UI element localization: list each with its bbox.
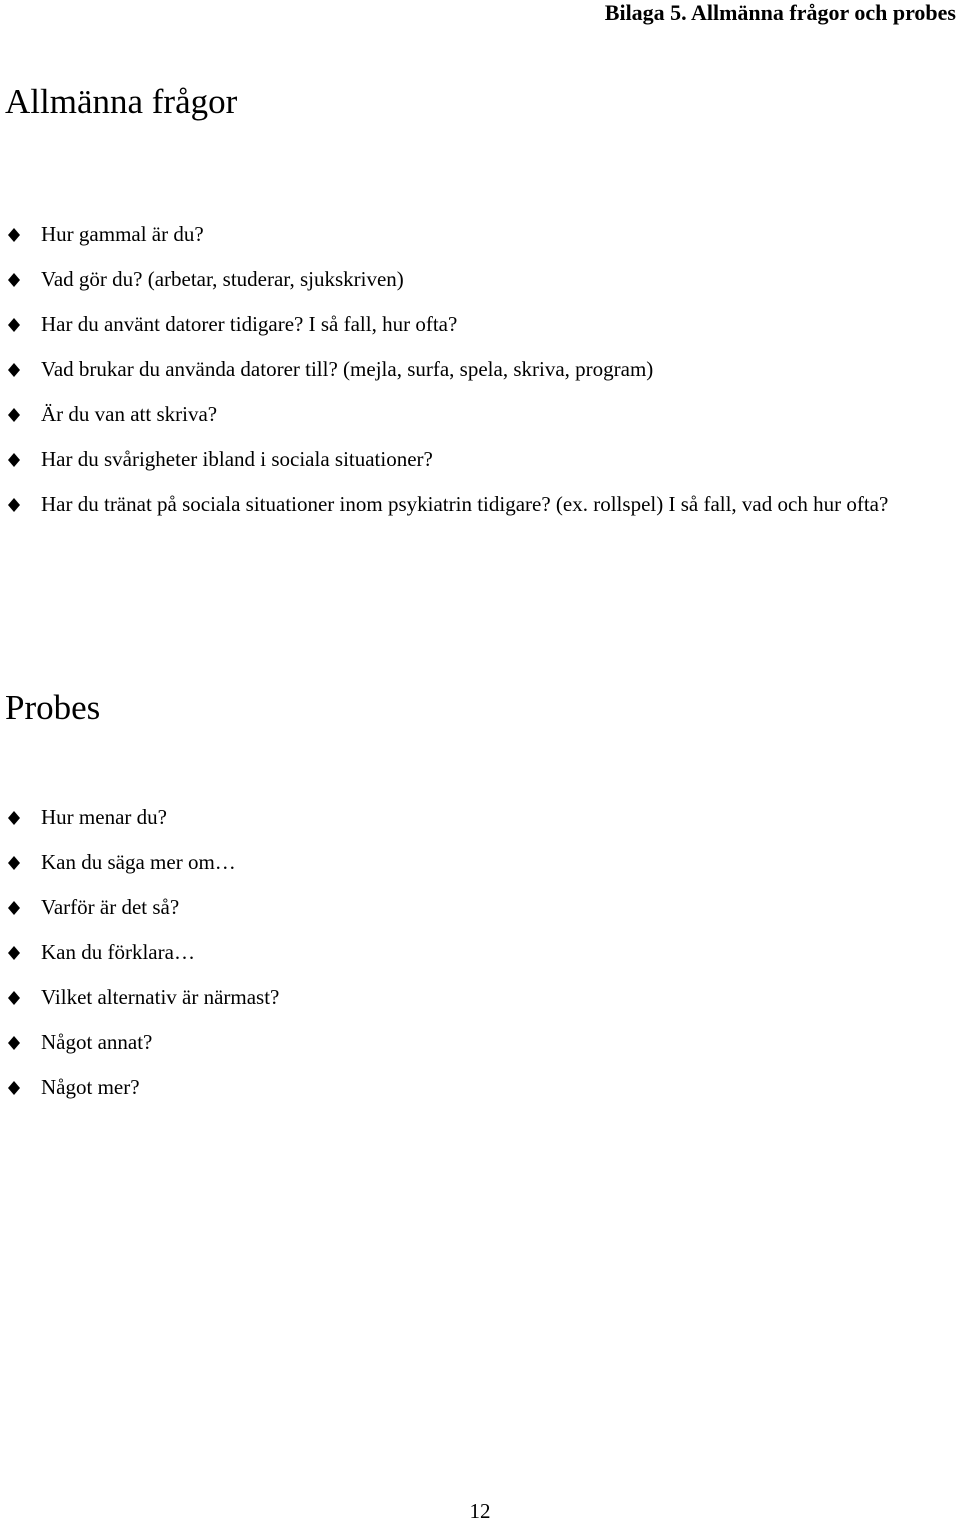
probe-text: Kan du säga mer om… (41, 850, 236, 874)
probe-text: Något mer? (41, 1075, 140, 1099)
list-item (0, 975, 958, 1020)
list-item (0, 302, 958, 347)
list-item (0, 347, 958, 392)
list-item (0, 257, 958, 302)
probes-list (0, 795, 958, 1110)
probe-text: Vilket alternativ är närmast? (41, 985, 280, 1009)
question-text: Har du tränat på sociala situationer inom psykiatrin tidigare? (ex. rollspel) I så fall, vad och hur ofta? (41, 492, 889, 516)
question-text: Har du använt datorer tidigare? I så fall, hur ofta? (41, 312, 458, 336)
question-text: Hur gammal är du? (41, 222, 204, 246)
list-item (0, 840, 958, 885)
probe-text: Hur menar du? (41, 805, 167, 829)
list-item (0, 1020, 958, 1065)
diamond-bullet-icon (8, 946, 20, 960)
diamond-bullet-icon (8, 453, 20, 467)
question-text: Har du svårigheter ibland i sociala situationer? (41, 447, 433, 471)
list-item (0, 795, 958, 840)
diamond-bullet-icon (8, 1081, 20, 1095)
page-number: 12 (469, 1499, 491, 1523)
diamond-bullet-icon (8, 318, 20, 332)
list-item (0, 482, 958, 527)
diamond-bullet-icon (8, 1036, 20, 1050)
list-item (0, 1065, 958, 1110)
diamond-bullet-icon (8, 408, 20, 422)
diamond-bullet-icon (8, 901, 20, 915)
diamond-bullet-icon (8, 856, 20, 870)
diamond-bullet-icon (8, 811, 20, 825)
list-item (0, 392, 958, 437)
running-header: Bilaga 5. Allmänna frågor och probes (604, 0, 956, 25)
question-text: Vad brukar du använda datorer till? (mejla, surfa, spela, skriva, program) (41, 357, 654, 381)
probe-text: Varför är det så? (41, 895, 180, 919)
section-heading-general-questions: Allmänna frågor (5, 82, 238, 121)
probe-text: Något annat? (41, 1030, 153, 1054)
section-heading-probes: Probes (5, 688, 101, 727)
question-text: Är du van att skriva? (41, 402, 218, 426)
list-item (0, 437, 958, 482)
list-item (0, 930, 958, 975)
diamond-bullet-icon (8, 363, 20, 377)
general-questions-list (0, 212, 958, 527)
list-item (0, 212, 958, 257)
diamond-bullet-icon (8, 498, 20, 512)
list-item (0, 885, 958, 930)
diamond-bullet-icon (8, 273, 20, 287)
diamond-bullet-icon (8, 228, 20, 242)
diamond-bullet-icon (8, 991, 20, 1005)
question-text: Vad gör du? (arbetar, studerar, sjukskriven) (41, 267, 404, 291)
probe-text: Kan du förklara… (41, 940, 195, 964)
